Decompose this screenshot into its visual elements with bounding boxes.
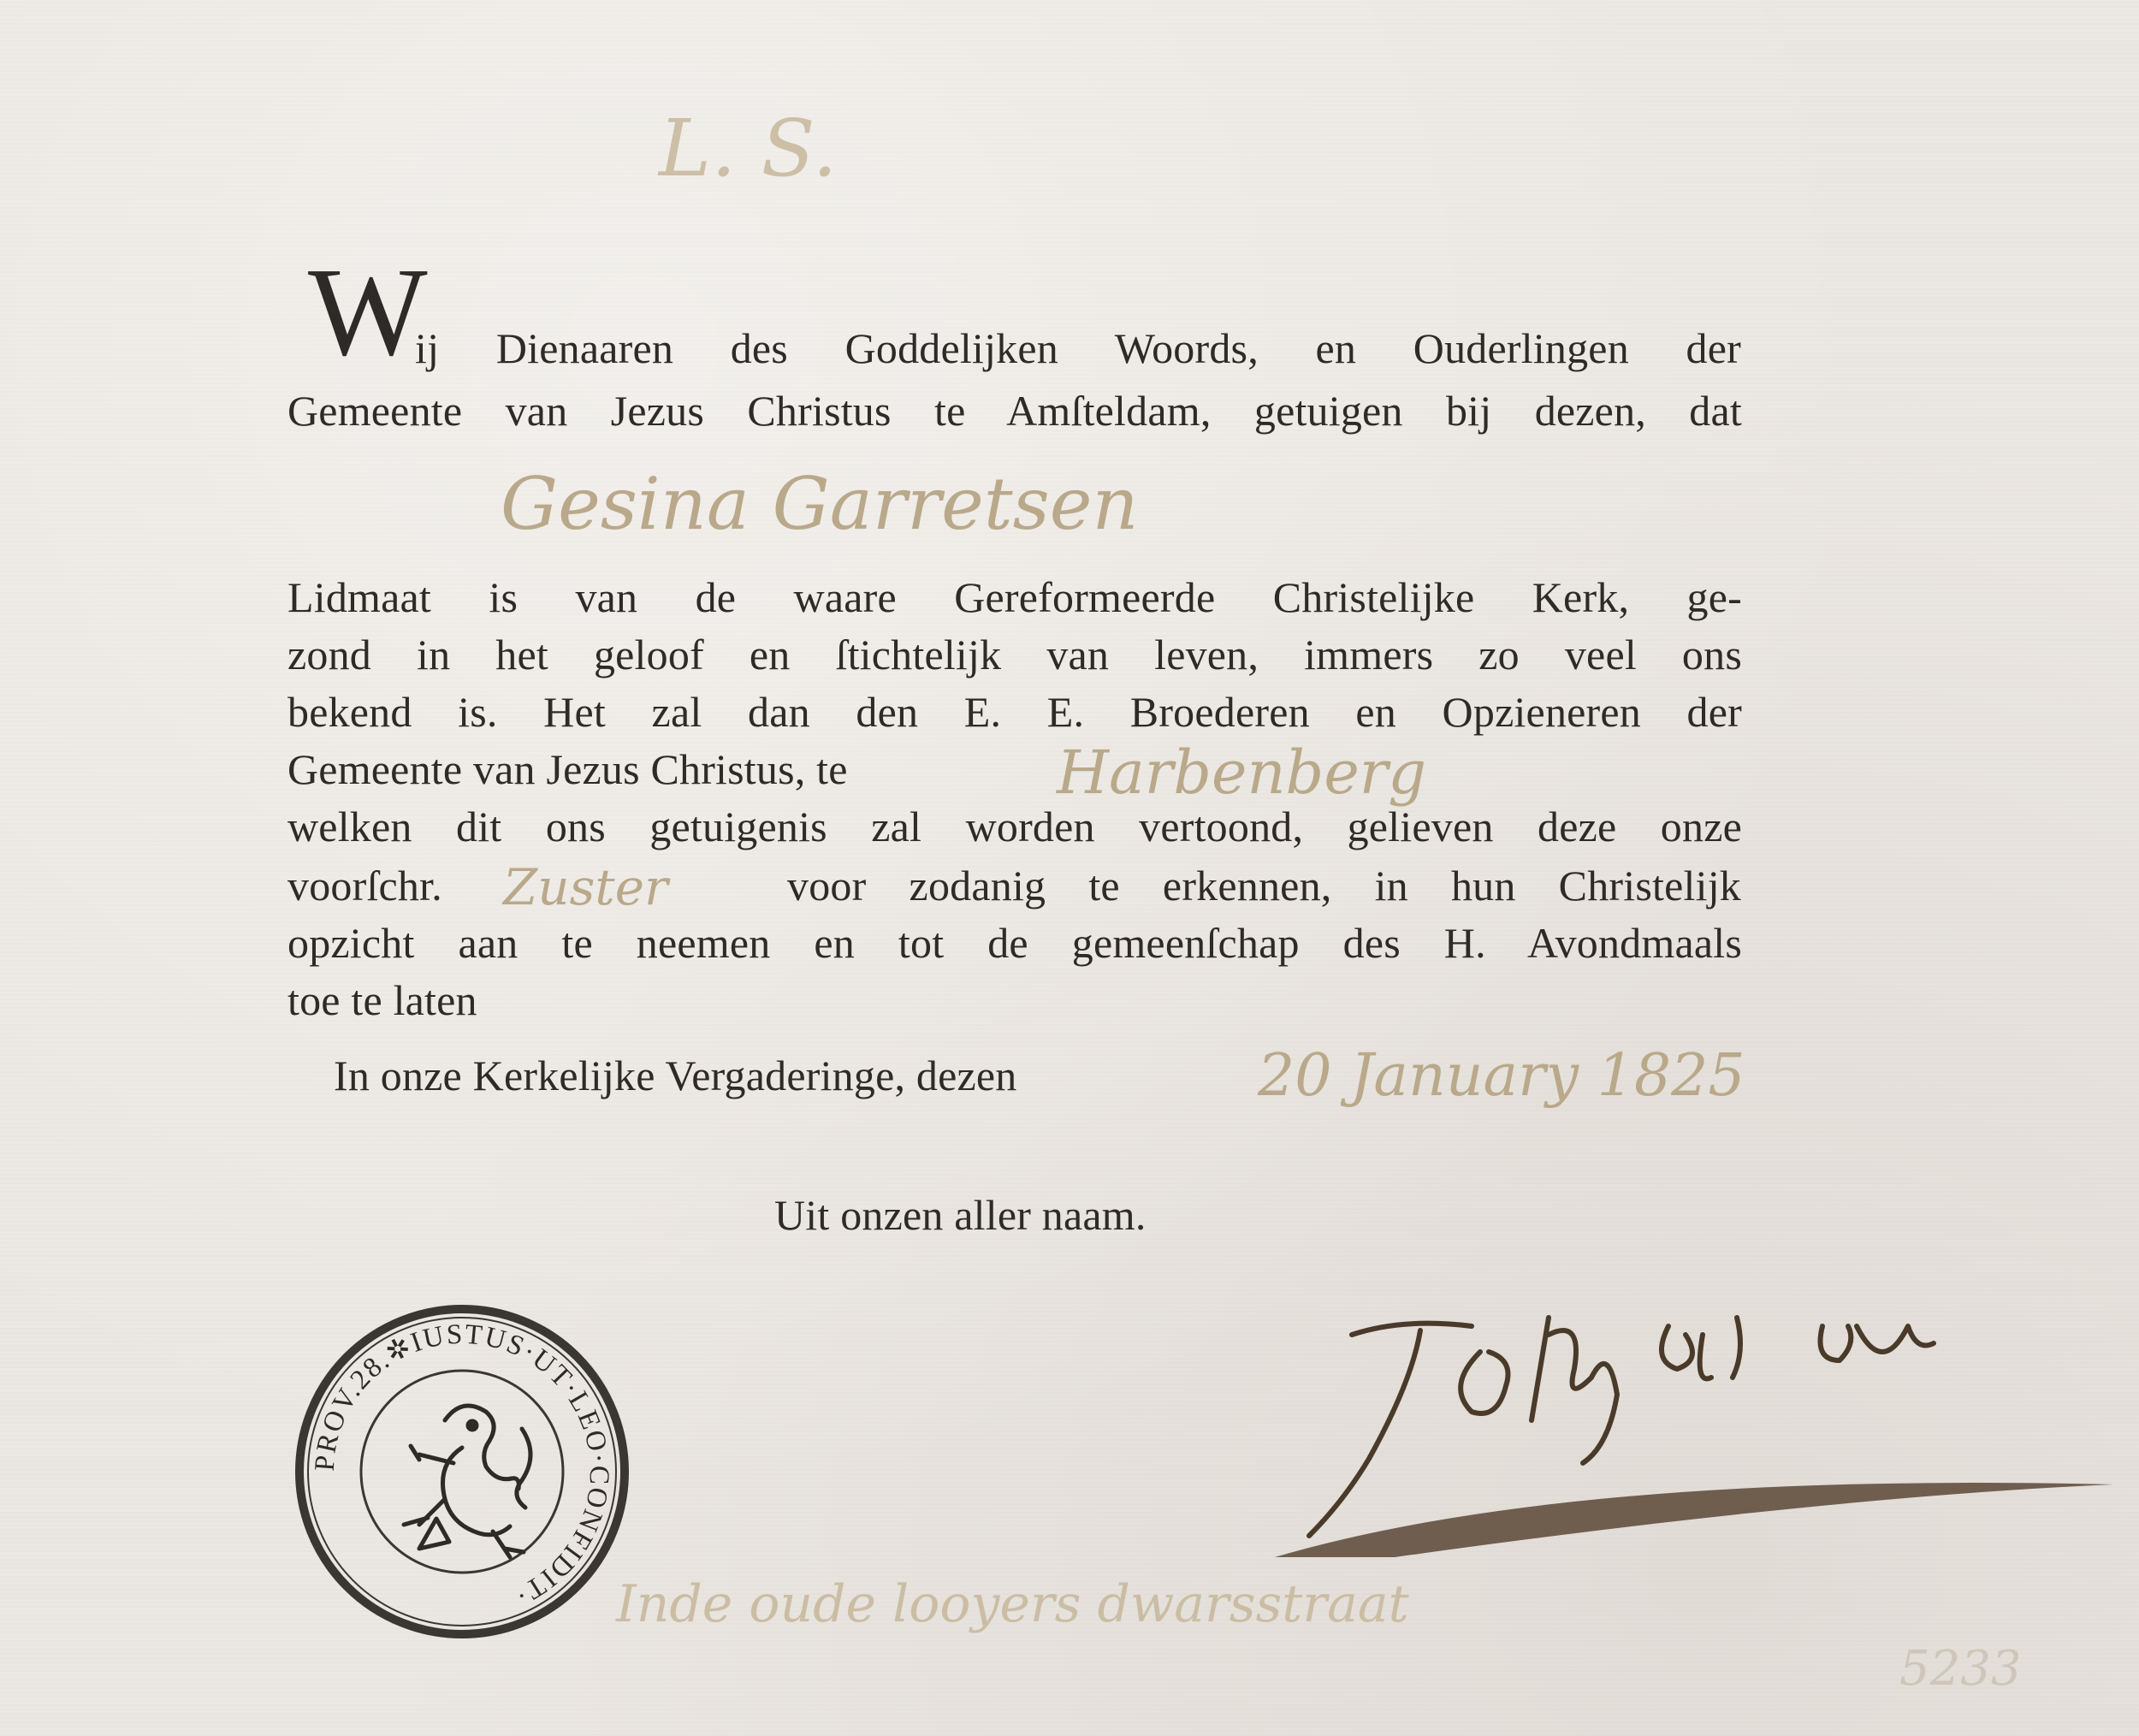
drop-cap-w: W	[308, 242, 428, 382]
signature	[1224, 1301, 2130, 1574]
address-note-handwritten: Inde oude looyers dwarsstraat	[616, 1574, 1409, 1634]
text-line-3: Lidmaat is van de waare Gereformeerde Christelijke Kerk, ge-	[287, 573, 1742, 621]
sister-handwritten: Zuster	[503, 858, 668, 916]
lion-icon	[404, 1406, 530, 1557]
text-line-1: ij Dienaaren des Goddelijken Woords, en Ouderlingen der	[415, 324, 1741, 372]
catalog-number: 5233	[1899, 1641, 2022, 1697]
text-line-11: In onze Kerkelijke Vergaderinge, dezen	[334, 1052, 1017, 1099]
text-line-8b: voor zodanig te erkennen, in hun Christelijk	[787, 862, 1741, 909]
corner-mark-ls: L. S.	[659, 103, 838, 194]
text-line-10: toe te laten	[287, 976, 477, 1024]
text-line-6: Gemeente van Jezus Christus, te	[287, 745, 848, 793]
text-line-5: bekend is. Het zal dan den E. E. Broederen en Opzieneren der	[287, 688, 1742, 736]
seal-legend: PROV.28.✲IUSTUS·UT·LEO·CONFIDIT·	[309, 1318, 615, 1612]
member-name-handwritten: Gesina Garretsen	[501, 462, 1139, 546]
text-line-7: welken dit ons getuigenis zal worden vertoond, gelieven deze onze	[287, 803, 1742, 850]
date-handwritten: 20 January 1825	[1258, 1042, 1745, 1110]
closing-line: Uit onzen aller naam.	[774, 1191, 1147, 1239]
destination-handwritten: Harbenberg	[1057, 738, 1427, 808]
text-line-4: zond in het geloof en ſtichtelijk van leven, immers zo veel ons	[287, 631, 1742, 678]
text-line-9: opzicht aan te neemen en tot de gemeenſchap des H. Avondmaals	[287, 919, 1742, 967]
text-line-8a: voorſchr.	[287, 862, 442, 909]
church-seal	[291, 1301, 633, 1643]
text-line-2: Gemeente van Jezus Christus te Amſteldam, getuigen bij dezen, dat	[287, 387, 1742, 435]
